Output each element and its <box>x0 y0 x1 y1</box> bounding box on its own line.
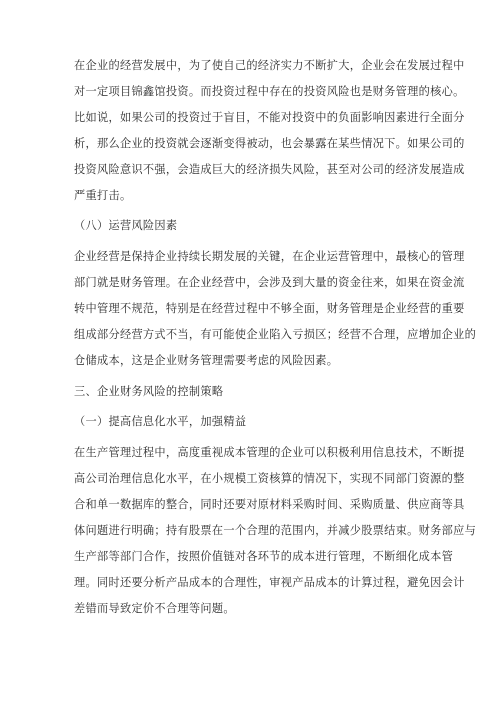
paragraph-line: 对一定项目锦鑫馆投资。而投资过程中存在的投资风险也是财务管理的核心。 <box>74 85 465 98</box>
section-heading-operational-risk: （八）运营风险因素 <box>74 219 178 232</box>
paragraph-line: 转中管理不规范，特别是在经营过程中不够全面，财务管理是企业经营的重要 <box>74 302 465 315</box>
paragraph-line: 仓储成本，这是企业财务管理需要考虑的风险因素。 <box>74 354 339 367</box>
paragraph-line: 部门就是财务管理。在企业经营中，会涉及到大量的资金往来，如果在资金流 <box>74 276 465 289</box>
paragraph-line: 组成部分经营方式不当，有可能使企业陷入亏损区；经营不合理，应增加企业的 <box>74 328 477 341</box>
paragraph-line: 投资风险意识不强，会造成巨大的经济损失风险，甚至对公司的经济发展造成 <box>74 163 465 176</box>
paragraph-line: 在企业的经营发展中，为了使自己的经济实力不断扩大，企业会在发展过程中 <box>74 59 465 72</box>
paragraph-line: 比如说，如果公司的投资过于盲目，不能对投资中的负面影响因素进行全面分 <box>74 111 465 124</box>
paragraph-line: 严重打击。 <box>74 189 132 202</box>
paragraph-line: 生产部等部门合作，按照价值链对各环节的成本进行管理，不断细化成本管 <box>74 550 454 563</box>
paragraph-line: 析，那么企业的投资就会逐渐变得被动，也会暴露在某些情况下。如果公司的 <box>74 137 465 150</box>
paragraph-line: 差错而导致定价不合理等问题。 <box>74 602 235 615</box>
section-heading-control-strategy: 三、企业财务风险的控制策略 <box>74 385 224 398</box>
paragraph-line: 企业经营是保持企业持续长期发展的关键，在企业运营管理中，最核心的管理 <box>74 250 465 263</box>
paragraph-line: 理。同时还要分析产品成本的合理性，审视产品成本的计算过程，避免因会计 <box>74 576 465 589</box>
subheading-informatization: （一）提高信息化水平，加强精益 <box>74 415 247 428</box>
paragraph-line: 在生产管理过程中，高度重视成本管理的企业可以积极利用信息技术，不断提 <box>74 446 465 459</box>
paragraph-line: 体问题进行明确；持有股票在一个合理的范围内，并减少股票结束。财务部应与 <box>74 524 477 537</box>
paragraph-line: 高公司治理信息化水平，在小规模工资核算的情况下，实现不同部门资源的整 <box>74 472 465 485</box>
paragraph-line: 合和单一数据库的整合，同时还要对原材料采购时间、采购质量、供应商等具 <box>74 498 465 511</box>
